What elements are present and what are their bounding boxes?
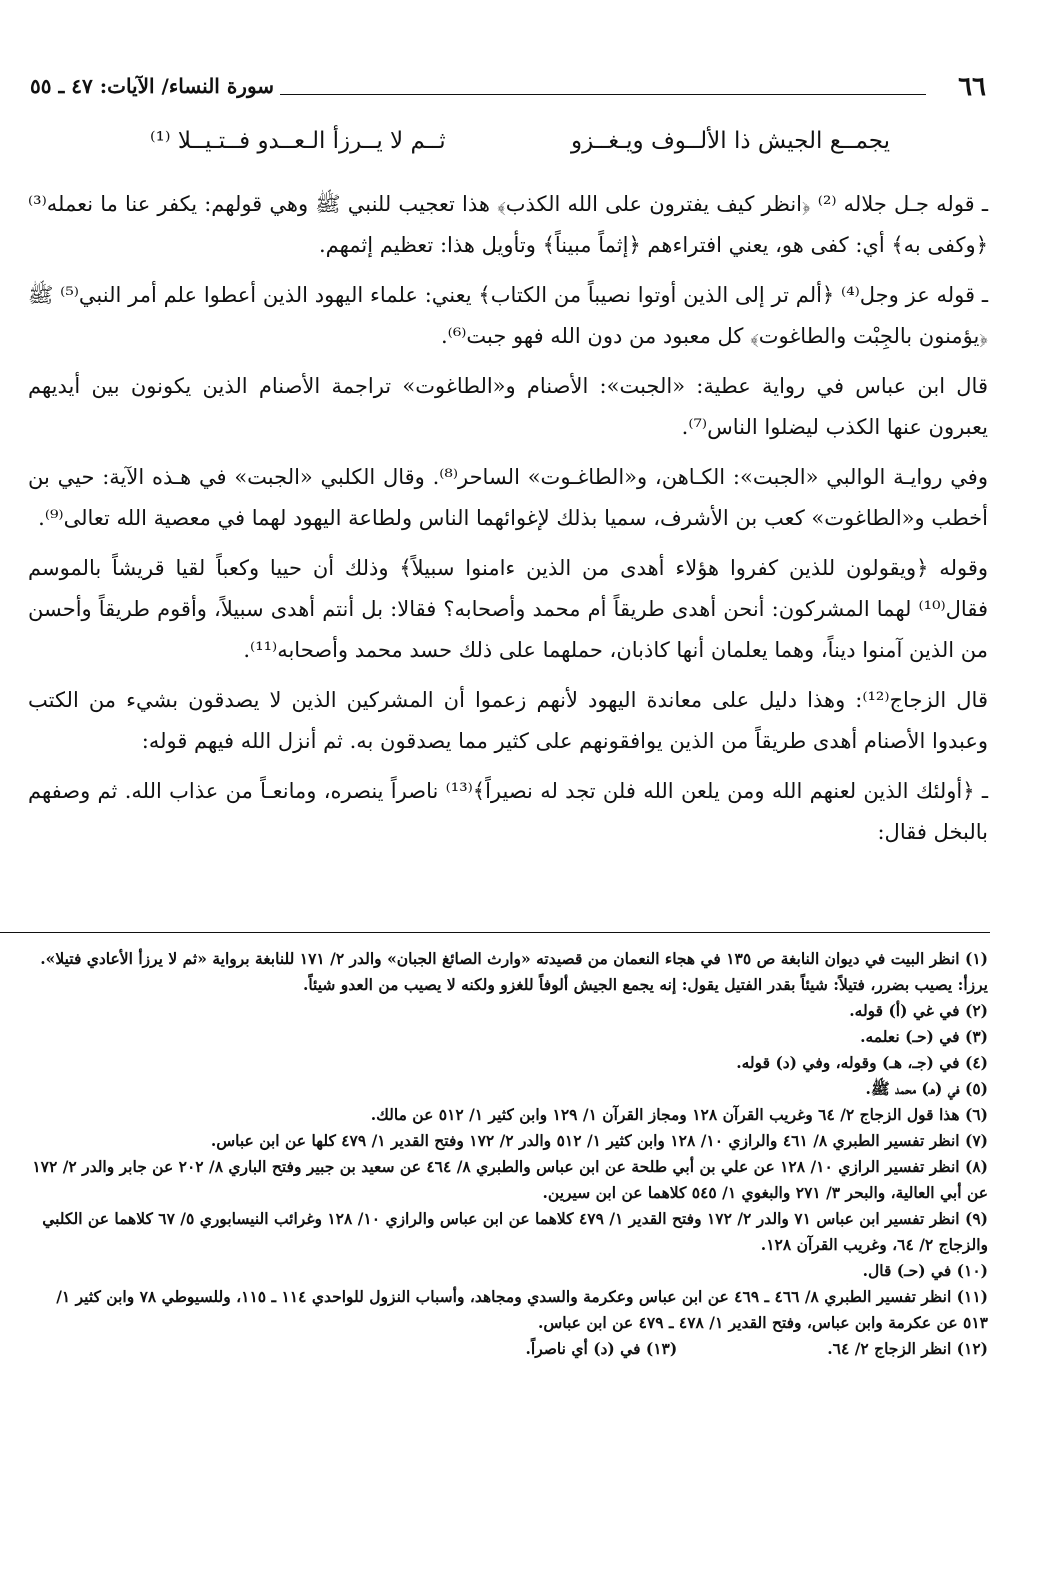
paragraph: وفي روايـة الوالبي «الجبت»: الكـاهن، و«الطاغـوت» الساحر⁽⁸⁾. وقال الكلبي «الجبت» في هـذه الآية: حيي بن أخطب و«الطاغوت» كعب بن الأشرف، سميا بذلك لإغوائهما الناس ولطاعة اليهود لهما في معصية الله تعالى⁽⁹⁾. [28,465,988,530]
footnote: (٢) في غي (أ) قوله. [849,1001,988,1020]
footnote-separator [0,932,990,933]
footnote: (٣) في (حـ) نعلمه. [860,1027,988,1046]
verse-hemistich-first: يجمــع الجيش ذا الألــوف ويـغــزو [571,128,890,154]
footnote: (١٠) في (حـ) قال. [862,1261,988,1280]
footnote-12: (١٢) انظر الزجاج ٢/ ٦٤. [827,1339,988,1358]
poetry-verse [150,128,890,154]
footnote: (٥) في (هـ) محمد ﷺ. [865,1079,988,1098]
paragraph: ـ قوله عز وجل⁽⁴⁾ ﴿ألم تر إلى الذين أوتوا نصيباً من الكتاب﴾ يعني: علماء اليهود الذين أعطوا علم أمر النبي⁽⁵⁾ ﷺ ﴿يؤمنون بالجِبْت والطاغوت﴾ كل معبود من دون الله فهو جبت⁽⁶⁾. [28,283,989,348]
footnote: (٦) هذا قول الزجاج ٢/ ٦٤ وغريب القرآن ١٢٨ ومجاز القرآن ١/ ١٢٩ وابن كثير ١/ ٥١٢ عن مالك. [370,1105,988,1124]
footnote: (٩) انظر تفسير ابن عباس ٧١ والدر ٢/ ١٧٢ وفتح القدير ١/ ٤٧٩ كلاهما عن ابن عباس والرازي ١٠/ ١٢٨ وغرائب النيسابوري ٥/ ٦٧ كلاهما عن الكلبي والزجاج ٢/ ٦٤، وغريب القرآن ١٢٨. [42,1209,988,1254]
page-header [30,70,986,104]
footnote: (٨) انظر تفسير الرازي ١٠/ ١٢٨ عن علي بن أبي طلحة عن ابن عباس والطبري ٨/ ٤٦٤ عن سعيد بن جبير وفتح الباري ٨/ ٢٠٢ عن جابر والدر ٢/ ١٧٢ عن أبي العالية، والبحر ٣/ ٢٧١ والبغوي ١/ ٥٤٥ كلاهما عن ابن سيرين. [32,1157,988,1202]
paragraph: قال ابن عباس في رواية عطية: «الجبت»: الأصنام و«الطاغوت» تراجمة الأصنام الذين يكونون بين أيديهم يعبرون عنها الكذب ليضلوا الناس⁽⁷⁾. [28,374,988,439]
footnote: (١١) انظر تفسير الطبري ٨/ ٤٦٦ ـ ٤٦٩ عن ابن عباس وعكرمة والسدي ومجاهد، وأسباب النزول للواحدي ١١٤ ـ ١١٥، وللسيوطي ٧٨ وابن كثير ١/ ٥١٣ عن عكرمة وابن عباس، وفتح القدير ١/ ٤٧٨ ـ ٤٧٩ عن ابن عباس. [56,1287,988,1332]
paragraph: وقوله ﴿ويقولون للذين كفروا هؤلاء أهدى من الذين ءامنوا سبيلاً﴾ وذلك أن حييا وكعباً لقيا قريشاً بالموسم فقال⁽¹⁰⁾ لهما المشركون: أنحن أهدى طريقاً أم محمد وأصحابه؟ فقالا: بل أنتم أهدى سبيلاً، وأقوم طريقاً وأحسن من الذين آمنوا ديناً، وهما يعلمان أنها كاذبان، حملهما على ذلك حسد محمد وأصحابه⁽¹¹⁾. [28,556,988,662]
running-title: سورة النساء/ الآيات: ٤٧ ـ ٥٥ [30,74,280,98]
footnote: (٤) في (جـ، هـ) وقوله، وفي (د) قوله. [736,1053,988,1072]
footnote-row-last [28,1336,988,1362]
verse-hemistich-second: ثــم لا يــرزأ الـعــدو فــتـيــلا ⁽¹⁾ [150,128,446,154]
footnote: (٧) انظر تفسير الطبري ٨/ ٤٦١ والرازي ١٠/ ١٢٨ وابن كثير ١/ ٥١٢ والدر ٢/ ١٧٢ وفتح القدير ١/ ٤٧٩ كلها عن ابن عباس. [210,1131,988,1150]
paragraph: ـ ﴿أولئك الذين لعنهم الله ومن يلعن الله فلن تجد له نصيراً﴾⁽¹³⁾ ناصراً ينصره، ومانعـاً من عذاب الله. ثم وصفهم بالبخل فقال: [28,779,988,844]
main-text [28,184,988,862]
footnote: (١) انظر البيت في ديوان النابغة ص ١٣٥ في هجاء النعمان من قصيدته «وارث الصائغ الجبان» والدر ٢/ ١٧١ للنابغة برواية «ثم لا يرزأ الأعادي فتيلا». يرزأ: يصيب بضرر، فتيلاً: شيئاً بقدر الفتيل يقول: إنه يجمع الجيش ألوفاً للغزو ولكنه لا يصيب من العدو شيئاً. [40,949,988,994]
footnote-13: (١٣) في (د) أي ناصراً. [525,1339,678,1358]
page-number: ٦٦ [958,72,986,102]
paragraph: ـ قوله جـل جلاله ⁽²⁾ ﴿انظر كيف يفترون على الله الكذب﴾ هذا تعجيب للنبي ﷺ وهي قولهم: يكفر عنا ما نعمله⁽³⁾ ﴿وكفى به﴾ أي: كفى هو، يعني افتراءهم ﴿إثماً مبيناً﴾ وتأويل هذا: تعظيم إثمهم. [28,192,988,257]
paragraph: قال الزجاج⁽¹²⁾: وهذا دليل على معاندة اليهود لأنهم زعموا أن المشركين الذين لا يصدقون بشيء من الكتب وعبدوا الأصنام أهدى طريقاً من الذين يوافقونهم على كثير مما يصدقون به. ثم أنزل الله فيهم قوله: [28,688,988,753]
footnotes [28,946,988,1362]
